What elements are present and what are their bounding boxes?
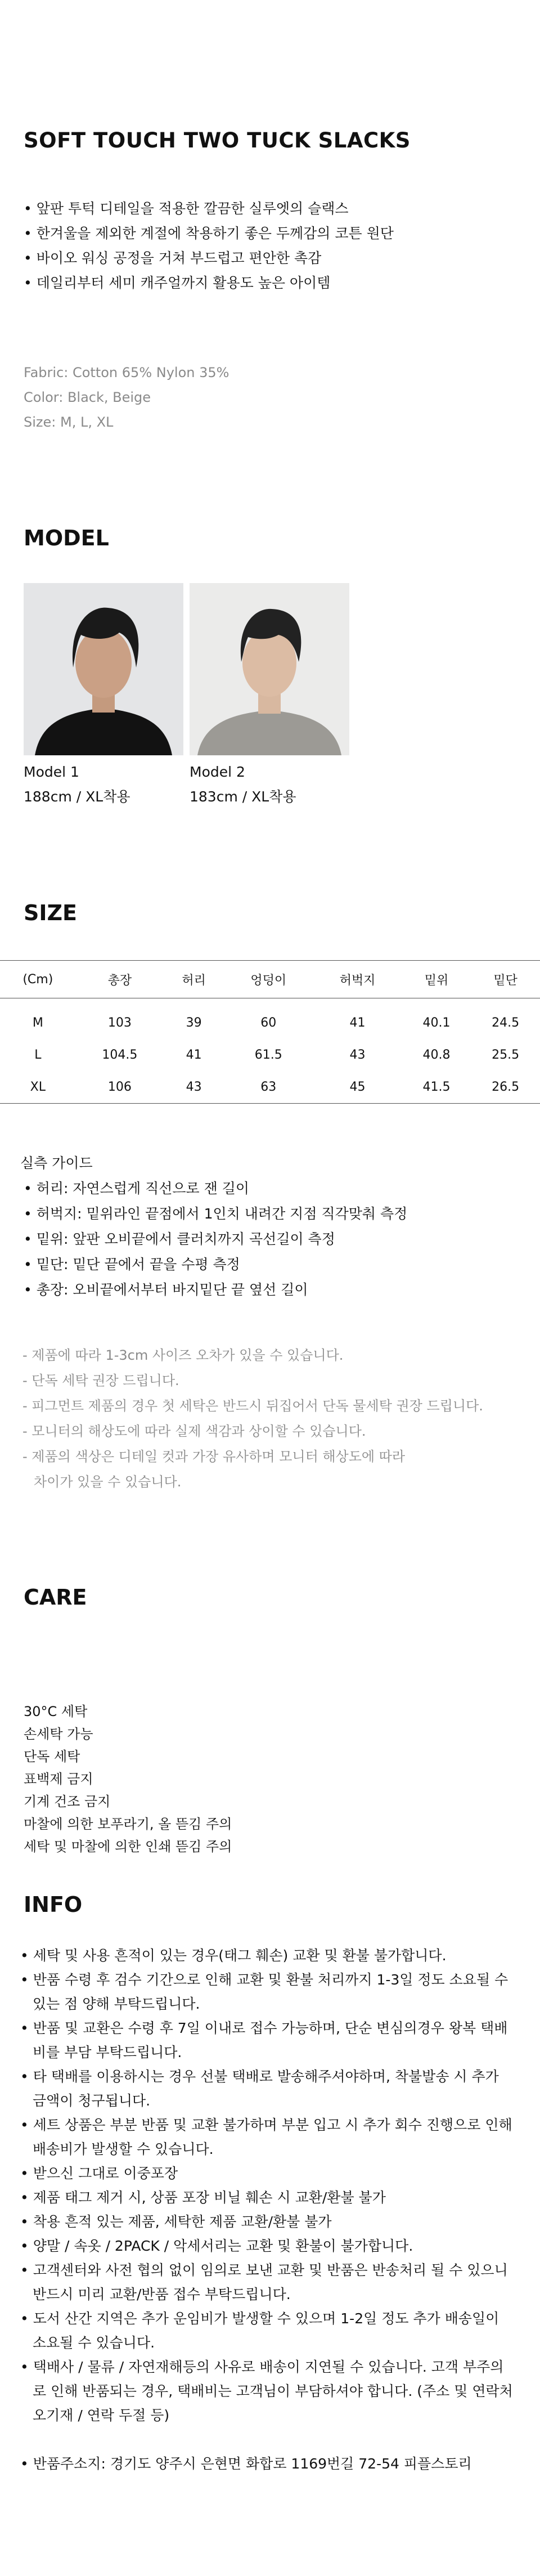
model-2-info: 183cm / XL착용 bbox=[190, 789, 296, 805]
care-item: 마찰에 의한 보푸라기, 올 뜯김 주의 bbox=[24, 1816, 232, 1832]
table-cell: 104.5 bbox=[102, 1048, 138, 1062]
care-item: 30°C 세탁 bbox=[24, 1704, 88, 1719]
measure-guide bbox=[20, 1150, 407, 1302]
care-item: 세탁 및 마찰에 의한 인쇄 뜯김 주의 bbox=[24, 1839, 232, 1854]
table-row bbox=[0, 998, 540, 1040]
table-cell: 41 bbox=[186, 1048, 202, 1062]
size-col-waist: 허리 bbox=[182, 973, 206, 988]
note-item: - 제품의 색상은 디테일 컷과 가장 유사하며 모니터 해상도에 따라 bbox=[22, 1444, 483, 1470]
table-cell: 103 bbox=[107, 1016, 132, 1030]
table-cell: 40.1 bbox=[422, 1016, 451, 1030]
guide-item: • 허리: 자연스럽게 직선으로 잰 길이 bbox=[24, 1176, 407, 1201]
spec-color: Color: Black, Beige bbox=[24, 389, 151, 405]
care-heading: CARE bbox=[24, 1585, 87, 1610]
feature-item: • 한겨울을 제외한 계절에 착용하기 좋은 두께감의 코튼 원단 bbox=[24, 221, 394, 246]
note-item: 차이가 있을 수 있습니다. bbox=[34, 1474, 182, 1490]
table-cell: 26.5 bbox=[492, 1080, 520, 1094]
info-item: • 받으신 그대로 이중포장 bbox=[20, 2161, 515, 2185]
table-cell: 43 bbox=[349, 1048, 366, 1062]
care-item: 손세탁 가능 bbox=[24, 1726, 93, 1742]
size-header-row bbox=[0, 961, 540, 998]
table-row bbox=[0, 1071, 540, 1104]
care-item: 단독 세탁 bbox=[24, 1749, 80, 1764]
info-item: • 반품 수령 후 검수 기간으로 인해 교환 및 환불 처리까지 1-3일 정도 소요될 수 있는 점 양해 부탁드립니다. bbox=[20, 1968, 515, 2016]
size-col-length: 총장 bbox=[107, 973, 132, 988]
guide-item: • 밑위: 앞판 오비끝에서 클러치까지 곡선길이 측정 bbox=[24, 1226, 407, 1252]
info-item: • 택배사 / 물류 / 자연재해등의 사유로 배송이 지연될 수 있습니다. 고객 부주의로 인해 반품되는 경우, 택배비는 고객님이 부담하셔야 합니다. (주소 및 연락처 오기재 / 연락 두절 등) bbox=[20, 2355, 515, 2427]
info-item: • 반품 및 교환은 수령 후 7일 이내로 접수 가능하며, 단순 변심의경우 왕복 택배비를 부담 부탁드립니다. bbox=[20, 2016, 515, 2064]
feature-item: • 데일리부터 세미 캐주얼까지 활용도 높은 아이템 bbox=[24, 271, 394, 295]
model-2-name: Model 2 bbox=[190, 764, 245, 780]
info-return-address: • 반품주소지: 경기도 양주시 은현면 화합로 1169번길 72-54 피플스토리 bbox=[20, 2452, 515, 2476]
care-item: 기계 건조 금지 bbox=[24, 1794, 111, 1809]
model-1-name: Model 1 bbox=[24, 764, 79, 780]
size-col-hip: 엉덩이 bbox=[250, 973, 287, 988]
feature-item: • 바이오 워싱 공정을 거쳐 부드럽고 편안한 촉감 bbox=[24, 246, 394, 271]
table-cell: 61.5 bbox=[254, 1048, 282, 1062]
table-cell: M bbox=[32, 1016, 43, 1030]
guide-item: • 총장: 오비끝에서부터 바지밑단 끝 옆선 길이 bbox=[24, 1277, 407, 1302]
table-cell: 41.5 bbox=[422, 1080, 451, 1094]
table-cell: 40.8 bbox=[422, 1048, 451, 1062]
note-item: - 제품에 따라 1-3cm 사이즈 오차가 있을 수 있습니다. bbox=[22, 1343, 483, 1368]
table-cell: L bbox=[34, 1048, 42, 1062]
info-item: • 타 택배를 이용하시는 경우 선불 택배로 발송해주셔야하며, 착불발송 시 추가 금액이 청구됩니다. bbox=[20, 2064, 515, 2113]
note-list bbox=[22, 1343, 483, 1495]
info-heading: INFO bbox=[24, 1892, 83, 1917]
note-item: - 모니터의 해상도에 따라 실제 색감과 상이할 수 있습니다. bbox=[22, 1419, 483, 1444]
size-table bbox=[0, 960, 540, 1104]
size-col-unit: (Cm) bbox=[22, 972, 53, 987]
table-row bbox=[0, 1039, 540, 1071]
model-1-photo bbox=[24, 583, 183, 755]
table-cell: 45 bbox=[349, 1080, 366, 1094]
table-cell: 63 bbox=[260, 1080, 277, 1094]
feature-list bbox=[24, 196, 394, 295]
model-1-caption bbox=[24, 760, 130, 809]
spec-fabric: Fabric: Cotton 65% Nylon 35% bbox=[24, 365, 230, 380]
spec-size: Size: M, L, XL bbox=[24, 414, 114, 430]
info-item: • 착용 흔적 있는 제품, 세탁한 제품 교환/환불 불가 bbox=[20, 2210, 515, 2234]
info-item: • 세탁 및 사용 흔적이 있는 경우(태그 훼손) 교환 및 환불 불가합니다. bbox=[20, 1943, 515, 1968]
guide-heading: 실측 가이드 bbox=[20, 1155, 93, 1171]
product-title: SOFT TOUCH TWO TUCK SLACKS bbox=[24, 128, 411, 153]
size-col-rise: 밑위 bbox=[424, 973, 449, 988]
table-cell: 24.5 bbox=[492, 1016, 520, 1030]
model-2-caption bbox=[190, 760, 296, 809]
guide-item: • 허벅지: 밑위라인 끝점에서 1인치 내려간 지점 직각맞춰 측정 bbox=[24, 1201, 407, 1226]
info-item: • 도서 산간 지역은 추가 운임비가 발생할 수 있으며 1-2일 정도 추가 배송일이 소요될 수 있습니다. bbox=[20, 2306, 515, 2355]
size-heading: SIZE bbox=[24, 901, 78, 925]
table-cell: 41 bbox=[349, 1016, 366, 1030]
size-col-hem: 밑단 bbox=[493, 973, 518, 988]
feature-item: • 앞판 투턱 디테일을 적용한 깔끔한 실루엣의 슬랙스 bbox=[24, 196, 394, 221]
info-list bbox=[20, 1943, 515, 2476]
info-spacer bbox=[20, 2427, 515, 2452]
model-heading: MODEL bbox=[24, 526, 109, 550]
note-item: - 피그먼트 제품의 경우 첫 세탁은 반드시 뒤집어서 단독 물세탁 권장 드립니다. bbox=[22, 1394, 483, 1419]
table-cell: XL bbox=[30, 1080, 46, 1094]
size-col-thigh: 허벅지 bbox=[339, 973, 376, 988]
spec-list bbox=[24, 360, 229, 434]
note-item: - 단독 세탁 권장 드립니다. bbox=[22, 1368, 483, 1394]
model-1-info: 188cm / XL착용 bbox=[24, 789, 130, 805]
guide-item: • 밑단: 밑단 끝에서 끝을 수평 측정 bbox=[24, 1252, 407, 1277]
care-item: 표백제 금지 bbox=[24, 1771, 93, 1787]
care-list bbox=[24, 1700, 232, 1858]
table-cell: 106 bbox=[107, 1080, 132, 1094]
table-cell: 43 bbox=[186, 1080, 202, 1094]
info-item: • 세트 상품은 부분 반품 및 교환 불가하며 부분 입고 시 추가 회수 진행으로 인해 배송비가 발생할 수 있습니다. bbox=[20, 2113, 515, 2161]
model-2-photo bbox=[190, 583, 349, 755]
info-item: • 제품 태그 제거 시, 상품 포장 비닐 훼손 시 교환/환불 불가 bbox=[20, 2185, 515, 2210]
info-item: • 고객센터와 사전 협의 없이 임의로 보낸 교환 및 반품은 반송처리 될 수 있으니 반드시 미리 교환/반품 접수 부탁드립니다. bbox=[20, 2258, 515, 2306]
info-item: • 양말 / 속옷 / 2PACK / 악세서리는 교환 및 환불이 불가합니다. bbox=[20, 2234, 515, 2258]
table-cell: 39 bbox=[186, 1016, 202, 1030]
table-cell: 25.5 bbox=[492, 1048, 520, 1062]
table-cell: 60 bbox=[260, 1016, 277, 1030]
